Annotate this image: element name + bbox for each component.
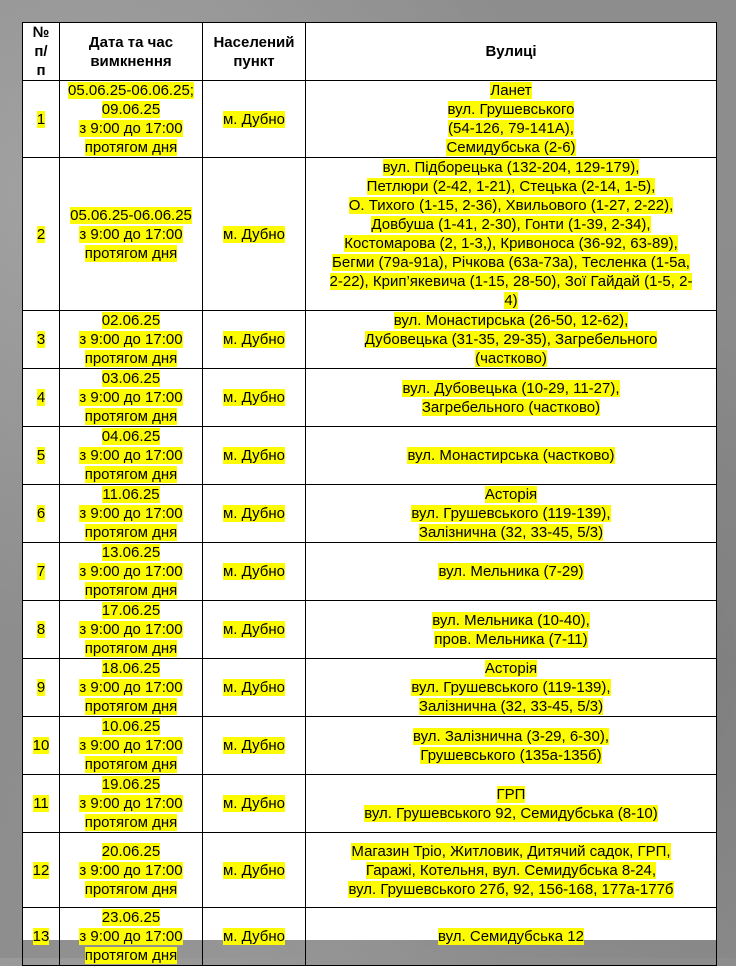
row-streets bbox=[306, 659, 717, 717]
street-line-text: Залізнична (32, 33-45, 5/3) bbox=[418, 524, 604, 541]
street-line-text: вул. Підборецька (132-204, 129-179), bbox=[382, 159, 640, 176]
date-line-text: 18.06.25 bbox=[101, 660, 161, 677]
street-line-text: вул. Грушевського bbox=[447, 101, 575, 118]
date-line-text: 19.06.25 bbox=[101, 776, 161, 793]
date-line-text: 09.06.25 bbox=[101, 101, 161, 118]
date-line bbox=[62, 659, 200, 678]
row-place bbox=[203, 659, 306, 717]
date-line bbox=[62, 717, 200, 736]
date-line bbox=[62, 842, 200, 861]
place-text: м. Дубно bbox=[222, 447, 286, 464]
street-line-text: (54-126, 79-141А), bbox=[448, 120, 574, 137]
place-text: м. Дубно bbox=[222, 737, 286, 754]
row-number bbox=[23, 833, 60, 908]
street-line bbox=[308, 330, 714, 349]
row-number bbox=[23, 158, 60, 311]
header-date-line: Дата та час bbox=[88, 33, 174, 51]
table-header-row bbox=[23, 23, 717, 81]
date-line bbox=[62, 736, 200, 755]
date-line bbox=[62, 225, 200, 244]
row-date bbox=[60, 543, 203, 601]
date-line bbox=[62, 349, 200, 368]
header-number-line: № bbox=[32, 24, 50, 41]
row-streets bbox=[306, 311, 717, 369]
place-text: м. Дубно bbox=[222, 621, 286, 638]
row-streets bbox=[306, 81, 717, 158]
street-line-text: ГРП bbox=[496, 785, 526, 803]
date-line-text: з 9:00 до 17:00 bbox=[79, 795, 183, 812]
date-line-text: протягом дня bbox=[84, 814, 178, 831]
street-line-text: Ланет bbox=[490, 82, 532, 99]
date-line bbox=[62, 927, 200, 946]
row-place bbox=[203, 369, 306, 427]
date-line bbox=[62, 119, 200, 138]
date-line-text: 04.06.25 bbox=[101, 428, 161, 445]
row-streets bbox=[306, 485, 717, 543]
row-date bbox=[60, 158, 203, 311]
row-date bbox=[60, 485, 203, 543]
date-line-text: з 9:00 до 17:00 bbox=[79, 389, 183, 406]
row-streets bbox=[306, 601, 717, 659]
row-number-text: 1 bbox=[36, 110, 46, 128]
date-line-text: протягом дня bbox=[84, 524, 178, 541]
street-line bbox=[308, 291, 714, 310]
date-line bbox=[62, 755, 200, 774]
date-line bbox=[62, 330, 200, 349]
row-date bbox=[60, 601, 203, 659]
table-row bbox=[23, 543, 717, 601]
date-line bbox=[62, 369, 200, 388]
header-number-line: п/ bbox=[34, 43, 48, 60]
row-number-text: 12 bbox=[32, 861, 50, 879]
date-line-text: з 9:00 до 17:00 bbox=[79, 563, 183, 580]
table-row bbox=[23, 81, 717, 158]
row-number bbox=[23, 427, 60, 485]
date-line-text: протягом дня bbox=[84, 756, 178, 773]
street-line-text: пров. Мельника (7-11) bbox=[434, 630, 588, 648]
row-number bbox=[23, 485, 60, 543]
street-line bbox=[308, 196, 714, 215]
street-line-text: Залізнична (32, 33-45, 5/3) bbox=[418, 698, 604, 715]
row-place bbox=[203, 158, 306, 311]
header-place-line: пункт bbox=[233, 52, 275, 70]
row-number-text: 3 bbox=[36, 331, 46, 348]
date-line bbox=[62, 427, 200, 446]
street-line bbox=[308, 446, 714, 465]
row-streets bbox=[306, 717, 717, 775]
row-number bbox=[23, 543, 60, 601]
header-number bbox=[23, 23, 60, 81]
date-line-text: з 9:00 до 17:00 bbox=[79, 737, 183, 754]
date-line-text: з 9:00 до 17:00 bbox=[79, 120, 183, 137]
street-line bbox=[308, 272, 714, 291]
date-line bbox=[62, 311, 200, 330]
date-line-text: 05.06.25-06.06.25; bbox=[68, 82, 194, 99]
street-line bbox=[308, 349, 714, 368]
header-date-line: вимкнення bbox=[90, 52, 172, 70]
table-row bbox=[23, 369, 717, 427]
row-number bbox=[23, 659, 60, 717]
place-text: м. Дубно bbox=[222, 389, 286, 406]
date-line-text: протягом дня bbox=[84, 880, 178, 898]
date-line-text: з 9:00 до 17:00 bbox=[79, 505, 183, 522]
place-text: м. Дубно bbox=[222, 679, 286, 696]
street-line-text: О. Тихого (1-15, 2-36), Хвильового (1-27, 2-22), bbox=[348, 197, 674, 214]
date-line bbox=[62, 861, 200, 880]
date-line-text: протягом дня bbox=[84, 698, 178, 715]
row-number bbox=[23, 81, 60, 158]
table-row bbox=[23, 311, 717, 369]
street-line-text: Семидубська (2-6) bbox=[446, 139, 576, 156]
place-text: м. Дубно bbox=[222, 563, 286, 580]
row-place bbox=[203, 311, 306, 369]
table-row bbox=[23, 717, 717, 775]
street-line bbox=[308, 379, 714, 398]
street-line-text: (частково) bbox=[475, 350, 547, 367]
date-line-text: з 9:00 до 17:00 bbox=[79, 928, 183, 945]
date-line bbox=[62, 446, 200, 465]
street-line-text: вул. Мельника (7-29) bbox=[438, 563, 584, 580]
date-line-text: з 9:00 до 17:00 bbox=[79, 225, 183, 243]
date-line-text: протягом дня bbox=[84, 350, 178, 367]
date-line bbox=[62, 601, 200, 620]
table-row bbox=[23, 427, 717, 485]
date-line-text: 17.06.25 bbox=[101, 602, 161, 619]
street-line bbox=[308, 485, 714, 504]
table-body bbox=[23, 81, 717, 966]
street-line bbox=[308, 697, 714, 716]
date-line bbox=[62, 908, 200, 927]
place-text: м. Дубно bbox=[222, 861, 286, 879]
date-line-text: 13.06.25 bbox=[101, 544, 161, 561]
street-line bbox=[308, 100, 714, 119]
date-line bbox=[62, 697, 200, 716]
street-line bbox=[308, 138, 714, 157]
header-place-line: Населений bbox=[213, 33, 295, 51]
street-line bbox=[308, 504, 714, 523]
row-number-text: 13 bbox=[32, 928, 50, 945]
street-line bbox=[308, 659, 714, 678]
header-place bbox=[203, 23, 306, 81]
place-text: м. Дубно bbox=[222, 225, 286, 243]
street-line bbox=[308, 880, 714, 899]
street-line-text: Петлюри (2-42, 1-21), Стецька (2-14, 1-5), bbox=[366, 178, 656, 195]
place-text: м. Дубно bbox=[222, 110, 286, 128]
row-place bbox=[203, 485, 306, 543]
street-line-text: вул. Монастирська (частково) bbox=[407, 447, 615, 464]
place-text: м. Дубно bbox=[222, 505, 286, 522]
street-line-text: Асторія bbox=[484, 660, 538, 677]
row-number-text: 5 bbox=[36, 447, 46, 464]
header-streets: Вулиці bbox=[306, 23, 717, 81]
street-line bbox=[308, 927, 714, 946]
street-line-text: Асторія bbox=[484, 486, 538, 503]
street-line-text: Магазин Тріо, Житловик, Дитячий садок, ГРП, bbox=[351, 842, 671, 860]
street-line-text: Гаражі, Котельня, вул. Семидубська 8-24, bbox=[365, 861, 657, 879]
place-text: м. Дубно bbox=[222, 331, 286, 348]
row-date bbox=[60, 81, 203, 158]
date-line-text: 02.06.25 bbox=[101, 312, 161, 329]
street-line bbox=[308, 398, 714, 417]
date-line-text: протягом дня bbox=[84, 640, 178, 657]
street-line bbox=[308, 158, 714, 177]
street-line bbox=[308, 630, 714, 649]
street-line bbox=[308, 727, 714, 746]
street-line bbox=[308, 119, 714, 138]
date-line bbox=[62, 100, 200, 119]
row-number bbox=[23, 369, 60, 427]
row-place bbox=[203, 775, 306, 833]
date-line bbox=[62, 543, 200, 562]
street-line bbox=[308, 253, 714, 272]
date-line-text: протягом дня bbox=[84, 244, 178, 262]
row-place bbox=[203, 908, 306, 966]
street-line-text: Бегми (79а-91а), Річкова (63а-73а), Тесленка (1-5а, bbox=[332, 254, 690, 271]
date-line-text: 11.06.25 bbox=[102, 486, 160, 503]
street-line-text: вул. Грушевського 27б, 92, 156-168, 177а-177б bbox=[348, 880, 674, 898]
table-row bbox=[23, 485, 717, 543]
date-line bbox=[62, 388, 200, 407]
date-line bbox=[62, 465, 200, 484]
date-line bbox=[62, 620, 200, 639]
date-line-text: протягом дня bbox=[84, 139, 178, 156]
row-number bbox=[23, 908, 60, 966]
street-line bbox=[308, 215, 714, 234]
row-date bbox=[60, 717, 203, 775]
street-line-text: 4) bbox=[504, 292, 518, 309]
table-row bbox=[23, 659, 717, 717]
date-line-text: 10.06.25 bbox=[101, 718, 161, 735]
date-line bbox=[62, 523, 200, 542]
date-line bbox=[62, 504, 200, 523]
document-sheet bbox=[22, 22, 716, 964]
date-line-text: з 9:00 до 17:00 bbox=[79, 447, 183, 464]
row-number-text: 8 bbox=[36, 621, 46, 638]
row-place bbox=[203, 601, 306, 659]
outage-schedule-table bbox=[22, 22, 717, 966]
table-row bbox=[23, 833, 717, 908]
date-line bbox=[62, 81, 200, 100]
row-streets bbox=[306, 833, 717, 908]
row-number-text: 11 bbox=[33, 795, 49, 812]
street-line bbox=[308, 177, 714, 196]
date-line-text: 05.06.25-06.06.25 bbox=[70, 206, 192, 224]
street-line bbox=[308, 678, 714, 697]
row-date bbox=[60, 427, 203, 485]
street-line-text: вул. Грушевського (119-139), bbox=[411, 679, 611, 696]
date-line-text: протягом дня bbox=[84, 466, 178, 483]
row-number-text: 9 bbox=[36, 679, 46, 696]
date-line-text: протягом дня bbox=[84, 408, 178, 425]
date-line bbox=[62, 794, 200, 813]
date-line-text: 23.06.25 bbox=[101, 909, 161, 926]
table-row bbox=[23, 158, 717, 311]
street-line bbox=[308, 842, 714, 861]
row-streets bbox=[306, 543, 717, 601]
place-text: м. Дубно bbox=[222, 928, 286, 945]
row-streets bbox=[306, 775, 717, 833]
street-line-text: Загребельного (частково) bbox=[421, 398, 601, 416]
date-line-text: з 9:00 до 17:00 bbox=[79, 861, 183, 879]
row-date bbox=[60, 659, 203, 717]
table-row bbox=[23, 908, 717, 966]
row-place bbox=[203, 833, 306, 908]
date-line bbox=[62, 775, 200, 794]
date-line-text: 20.06.25 bbox=[101, 842, 161, 860]
date-line-text: 03.06.25 bbox=[101, 370, 161, 387]
street-line-text: 2-22), Крип’якевича (1-15, 28-50), Зої Гайдай (1-5, 2- bbox=[329, 273, 693, 290]
street-line-text: Грушевського (135а-135б) bbox=[420, 746, 602, 764]
date-line bbox=[62, 206, 200, 225]
row-date bbox=[60, 833, 203, 908]
street-line-text: вул. Мельника (10-40), bbox=[432, 611, 590, 629]
row-number-text: 10 bbox=[32, 737, 50, 754]
row-number bbox=[23, 311, 60, 369]
street-line bbox=[308, 611, 714, 630]
table-row bbox=[23, 775, 717, 833]
date-line bbox=[62, 946, 200, 965]
street-line-text: вул. Грушевського 92, Семидубська (8-10) bbox=[364, 804, 658, 822]
street-line bbox=[308, 81, 714, 100]
street-line bbox=[308, 523, 714, 542]
date-line bbox=[62, 813, 200, 832]
place-text: м. Дубно bbox=[222, 795, 286, 812]
date-line bbox=[62, 485, 200, 504]
date-line bbox=[62, 407, 200, 426]
street-line bbox=[308, 804, 714, 823]
date-line-text: з 9:00 до 17:00 bbox=[79, 621, 183, 638]
table-row bbox=[23, 601, 717, 659]
street-line bbox=[308, 311, 714, 330]
row-date bbox=[60, 311, 203, 369]
street-line bbox=[308, 746, 714, 765]
date-line bbox=[62, 581, 200, 600]
street-line-text: вул. Монастирська (26-50, 12-62), bbox=[393, 312, 629, 329]
row-streets bbox=[306, 369, 717, 427]
street-line-text: Дубовецька (31-35, 29-35), Загребельного bbox=[364, 331, 658, 348]
date-line-text: з 9:00 до 17:00 bbox=[79, 331, 183, 348]
street-line bbox=[308, 861, 714, 880]
street-line bbox=[308, 562, 714, 581]
street-line-text: Довбуша (1-41, 2-30), Гонти (1-39, 2-34), bbox=[371, 216, 651, 233]
street-line-text: вул. Грушевського (119-139), bbox=[411, 505, 611, 522]
row-number-text: 2 bbox=[36, 225, 46, 243]
date-line bbox=[62, 244, 200, 263]
date-line-text: протягом дня bbox=[84, 947, 178, 964]
row-streets bbox=[306, 908, 717, 966]
row-date bbox=[60, 908, 203, 966]
row-number-text: 6 bbox=[36, 505, 46, 522]
street-line-text: Костомарова (2, 1-3,), Кривоноса (36-92, 63-89), bbox=[344, 235, 678, 252]
street-line bbox=[308, 785, 714, 804]
date-line-text: з 9:00 до 17:00 bbox=[79, 679, 183, 696]
row-place bbox=[203, 81, 306, 158]
street-line bbox=[308, 234, 714, 253]
row-date bbox=[60, 775, 203, 833]
date-line bbox=[62, 678, 200, 697]
row-streets bbox=[306, 427, 717, 485]
date-line bbox=[62, 880, 200, 899]
row-number-text: 4 bbox=[36, 389, 46, 406]
row-number bbox=[23, 775, 60, 833]
row-number bbox=[23, 601, 60, 659]
header-date bbox=[60, 23, 203, 81]
street-line-text: вул. Дубовецька (10-29, 11-27), bbox=[402, 379, 620, 397]
date-line bbox=[62, 562, 200, 581]
date-line bbox=[62, 138, 200, 157]
date-line bbox=[62, 639, 200, 658]
date-line-text: протягом дня bbox=[84, 582, 178, 599]
row-number-text: 7 bbox=[36, 563, 46, 580]
row-date bbox=[60, 369, 203, 427]
header-number-line: п bbox=[36, 62, 46, 79]
row-number bbox=[23, 717, 60, 775]
row-place bbox=[203, 543, 306, 601]
row-place bbox=[203, 427, 306, 485]
street-line-text: вул. Семидубська 12 bbox=[437, 928, 584, 945]
row-streets bbox=[306, 158, 717, 311]
street-line-text: вул. Залізнична (3-29, 6-30), bbox=[412, 727, 610, 745]
row-place bbox=[203, 717, 306, 775]
